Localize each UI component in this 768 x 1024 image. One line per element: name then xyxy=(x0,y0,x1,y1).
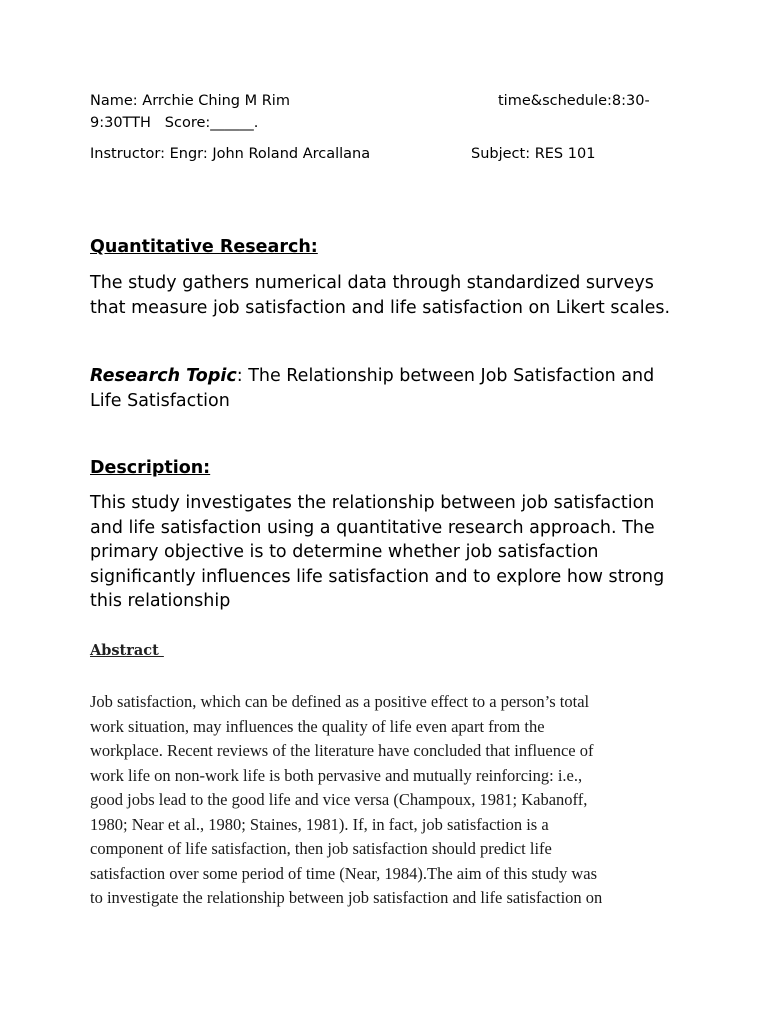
paragraph-line: to investigate the relationship between job satisfaction and life satisfaction on xyxy=(90,888,603,907)
paragraph-line: 1980; Near et al., 1980; Staines, 1981). If, in fact, job satisfaction is a xyxy=(90,814,549,834)
quantitative-paragraph xyxy=(90,271,690,320)
quantitative-heading: Quantitative Research: xyxy=(90,237,318,257)
paragraph-line: This study investigates the relationship between job satisfaction xyxy=(90,493,655,513)
score-blank: ______. xyxy=(210,115,259,131)
paragraph-line: good jobs lead to the good life and vice versa (Champoux, 1981; Kabanoff, xyxy=(90,790,588,809)
paragraph-line: significantly influences life satisfaction and to explore how strong xyxy=(90,566,665,587)
paragraph-line: this relationship xyxy=(90,591,231,611)
time-schedule: time&schedule:8:30- xyxy=(498,93,650,109)
research-topic-text: : The Relationship between Job Satisfaction and xyxy=(236,366,655,386)
paragraph-line: and life satisfaction using a quantitative research approach. The xyxy=(90,517,655,538)
score-label: Score: xyxy=(164,115,211,131)
research-topic-text-cont: Life Satisfaction xyxy=(90,390,230,411)
paragraph-line: The study gathers numerical data through standardized surveys xyxy=(90,273,654,293)
paragraph-line: primary objective is to determine whether job satisfaction xyxy=(90,542,599,562)
student-name: Name: Arrchie Ching M Rim xyxy=(90,93,290,109)
research-topic-label: Research Topic xyxy=(90,366,237,386)
abstract-heading: Abstract xyxy=(90,642,164,659)
research-topic xyxy=(90,364,690,413)
paragraph-line: that measure job satisfaction and life satisfaction on Likert scales. xyxy=(90,297,671,318)
schedule-score-line xyxy=(90,112,258,134)
description-paragraph xyxy=(90,491,690,614)
paragraph-line: Job satisfaction, which can be defined as a positive effect to a person’s total xyxy=(90,692,590,711)
description-heading: Description: xyxy=(90,458,211,478)
subject: Subject: RES 101 xyxy=(471,146,596,162)
abstract-paragraph xyxy=(90,690,690,911)
paragraph-line: work life on non-work life is both pervasive and mutually reinforcing: i.e., xyxy=(90,765,583,785)
paragraph-line: workplace. Recent reviews of the literature have concluded that influence of xyxy=(90,741,594,760)
paragraph-line: work situation, may influences the quality of life even apart from the xyxy=(90,716,545,736)
schedule-days: 9:30TTH xyxy=(90,115,151,131)
instructor: Instructor: Engr: John Roland Arcallana xyxy=(90,146,371,162)
paragraph-line: component of life satisfaction, then job satisfaction should predict life xyxy=(90,839,552,858)
paragraph-line: satisfaction over some period of time (Near, 1984).The aim of this study was xyxy=(90,863,598,883)
